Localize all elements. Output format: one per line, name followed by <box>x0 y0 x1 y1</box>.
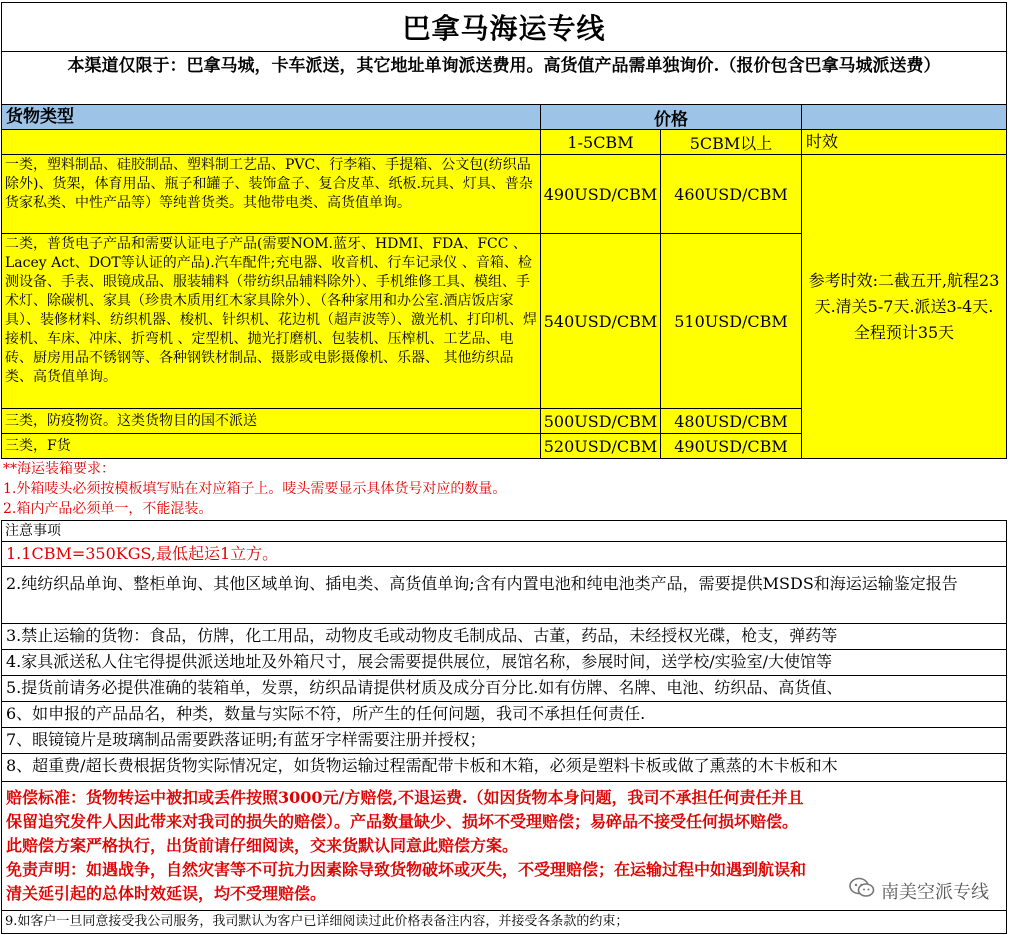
compensation-line-1: 赔偿标准：货物转运中被扣或丢件按照3000元/方赔偿,不退运费.（如因货物本身问题，我司不承担任何责任并且 <box>6 788 804 807</box>
row-class3b-tier1: 520USD/CBM <box>540 433 661 459</box>
wechat-icon <box>849 877 875 904</box>
note-1: 1.1CBM=350KGS,最低起运1立方。 <box>1 541 1007 567</box>
header-price: 价格 <box>540 104 802 130</box>
disclaimer-line-1: 免责声明：如遇战争，自然灾害等不可抗力因素除导致货物破坏或灭失，不受理赔偿；在运输过程中如遇到航误和 <box>6 860 807 879</box>
row-class1-goods: 一类，塑料制品、硅胶制品、塑料制工艺品、PVC、行李箱、手提箱、公文包(纺织品除外)、货架，体育用品、瓶子和罐子、装饰盒子、复合皮革、纸板.玩具、灯具、普杂货家私类、中性产品等）等纯普货类。其他带电类、高货值单询。 <box>1 154 541 234</box>
packing-line-2: 2.箱内产品必须单一，不能混装。 <box>3 501 213 517</box>
notes-title: 注意事项 <box>1 520 1007 542</box>
compensation-line-2: 保留追究发件人因此带来对我司的损失的赔偿）。产品数量缺少、损坏不受理赔偿；易碎品不接受任何损坏赔偿。 <box>6 812 799 831</box>
channel-subtitle: 本渠道仅限于：巴拿马城，卡车派送，其它地址单询派送费用。高货值产品需单独询价.（报价包含巴拿马城派送费） <box>1 51 1007 105</box>
row-class3a-tier1: 500USD/CBM <box>540 408 661 434</box>
note-4: 4.家具派送私人住宅得提供派送地址及外箱尺寸，展会需要提供展位，展馆名称，参展时间，送学校/实验室/大使馆等 <box>1 649 1007 676</box>
packing-title: **海运装箱要求： <box>3 461 115 477</box>
note-7: 7、眼镜镜片是玻璃制品需要跌落证明;有蓝牙字样需要注册并授权； <box>1 727 1007 754</box>
note-6: 6、如申报的产品品名，种类，数量与实际不符，所产生的任何问题，我司不承担任何责任. <box>1 701 1007 728</box>
row-class3a-tier2: 480USD/CBM <box>660 408 802 434</box>
row-class3b-tier2: 490USD/CBM <box>660 433 802 459</box>
subheader-blank <box>1 129 541 155</box>
watermark-text: 南美空派专线 <box>881 881 989 903</box>
row-class3a-goods: 三类，防疫物资。这类货物目的国不派送 <box>1 408 541 434</box>
col-tier2-label: 5CBM以上 <box>660 129 802 155</box>
row-class2-tier2: 510USD/CBM <box>660 233 802 409</box>
row-class1-tier1: 490USD/CBM <box>540 154 661 234</box>
page-title: 巴拿马海运专线 <box>1 2 1007 52</box>
col-time-label: 时效 <box>801 129 1007 155</box>
header-goods-type: 货物类型 <box>1 104 541 130</box>
packing-line-1: 1.外箱唛头必须按模板填写贴在对应箱子上。唛头需要显示具体货号对应的数量。 <box>3 481 507 497</box>
row-class3b-goods: 三类，F货 <box>1 433 541 459</box>
compensation-line-3: 此赔偿方案严格执行，出货前请仔细阅读，交来货默认同意此赔偿方案。 <box>6 836 519 855</box>
transit-time: 参考时效:二截五开,航程23天.清关5-7天.派送3-4天.全程预计35天 <box>801 154 1007 459</box>
note-2: 2.纯纺织品单询、整柜单询、其他区域单询、插电类、高货值单询;含有内置电池和纯电池类产品，需要提供MSDS和海运运输鉴定报告 <box>1 566 1007 624</box>
watermark <box>849 877 989 904</box>
disclaimer-line-2: 清关延引起的总体时效延误，均不受理赔偿。 <box>6 884 327 903</box>
note-8: 8、超重费/超长费根据货物实际情况定，如货物运输过程需配带卡板和木箱，必须是塑料卡板或做了熏蒸的木卡板和木 <box>1 753 1007 782</box>
row-class2-goods: 二类，普货电子产品和需要认证电子产品(需要NOM.蓝牙、HDMI、FDA、FCC 、Lacey Act、DOT等认证的产品).汽车配件;充电器、收音机、行车记录仪 、音箱、检测设备、手表、眼镜成品、服装辅料（带纺织品辅料除外）、手机维修工具、模组、手术灯、除碳机、家具（珍贵木质用红木家具除外）、（各种家用和办公室.酒店饭店家具）、装修材料、纺织机器、梭机、针织机、花边机（超声波等）、激光机、打印机、焊接机、车床、冲床、折弯机 、定型机、抛光打磨机、包装机、压榨机、工艺品、电砖、厨房用品不锈钢等、各种钢铁材制品、摄影或电影摄像机、乐器、 其他纺织品类、高货值单询。 <box>1 233 541 409</box>
header-blank <box>801 104 1007 130</box>
note-3: 3.禁止运输的货物：食品，仿牌，化工用品，动物皮毛或动物皮毛制成品、古董，药品，未经授权光碟，枪支，弹药等 <box>1 623 1007 650</box>
row-class1-tier2: 460USD/CBM <box>660 154 802 234</box>
note-5: 5.提货前请务必提供准确的装箱单，发票，纺织品请提供材质及成分百分比.如有仿牌、名牌、电池、纺织品、高货值、 <box>1 675 1007 702</box>
row-class2-tier1: 540USD/CBM <box>540 233 661 409</box>
footer-terms: 9.如客户一旦同意接受我公司服务，我司默认为客户已详细阅读过此价格表备注内容，并接受各条款的约束； <box>1 910 1007 934</box>
col-tier1-label: 1-5CBM <box>540 129 661 155</box>
